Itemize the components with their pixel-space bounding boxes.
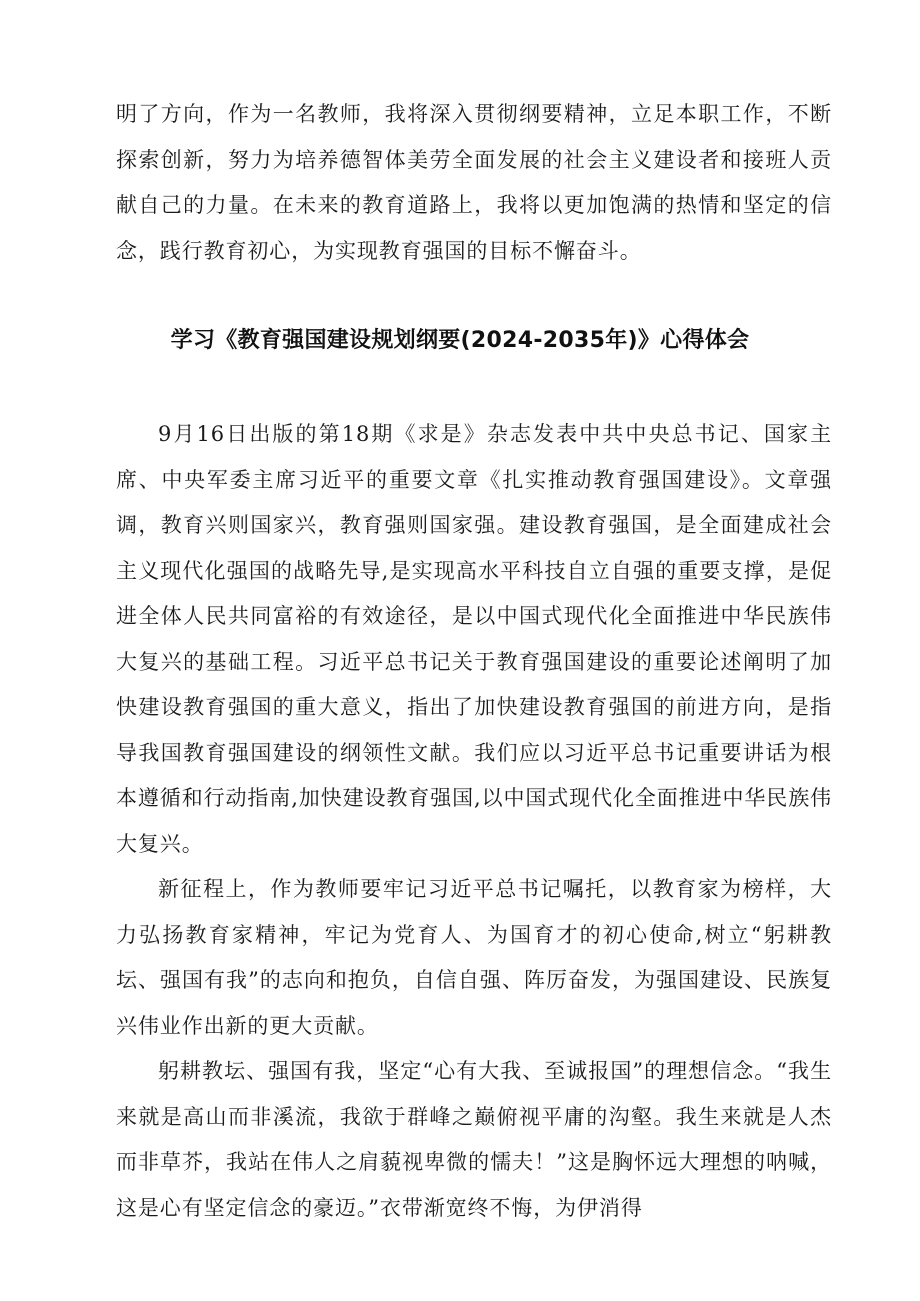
continuation-section	[116, 92, 832, 274]
article-heading: 学习《教育强国建设规划纲要(2024-2035年)》心得体会	[170, 328, 750, 353]
body-paragraph: 9月16日出版的第18期《求是》杂志发表中共中央总书记、国家主席、中央军委主席习近平的重要文章《扎实推动教育强国建设》。文章强调，教育兴则国家兴，教育强则国家强。建设教育强国，是全面建成社会主义现代化强国的战略先导,是实现高水平科技自立自强的重要支撑，是促进全体人民共同富裕的有效途径，是以中国式现代化全面推进中华民族伟大复兴的基础工程。习近平总书记关于教育强国建设的重要论述阐明了加快建设教育强国的重大意义，指出了加快建设教育强国的前进方向，是指导我国教育强国建设的纲领性文献。我们应以习近平总书记重要讲话为根本遵循和行动指南,加快建设教育强国,以中国式现代化全面推进中华民族伟大复兴。	[116, 422, 832, 856]
continuation-paragraph: 明了方向，作为一名教师，我将深入贯彻纲要精神，立足本职工作，不断探索创新，努力为培养德智体美劳全面发展的社会主义建设者和接班人贡献自己的力量。在未来的教育道路上，我将以更加饱满的热情和坚定的信念，践行教育初心，为实现教育强国的目标不懈奋斗。	[116, 102, 832, 263]
body-paragraph: 躬耕教坛、强国有我，坚定“心有大我、至诚报国”的理想信念。“我生来就是高山而非溪流，我欲于群峰之巅俯视平庸的沟壑。我生来就是人杰而非草芥，我站在伟人之肩藐视卑微的懦夫！”这是胸怀远大理想的呐喊，这是心有坚定信念的豪迈。”衣带渐宽终不悔，为伊消得	[116, 1059, 832, 1220]
body-paragraph: 新征程上，作为教师要牢记习近平总书记嘱托，以教育家为榜样，大力弘扬教育家精神，牢记为党育人、为国育才的初心使命,树立“躬耕教坛、强国有我”的志向和抱负，自信自强、阵厉奋发，为强国建设、民族复兴伟业作出新的更大贡献。	[116, 877, 832, 1038]
article-body	[116, 412, 832, 1231]
